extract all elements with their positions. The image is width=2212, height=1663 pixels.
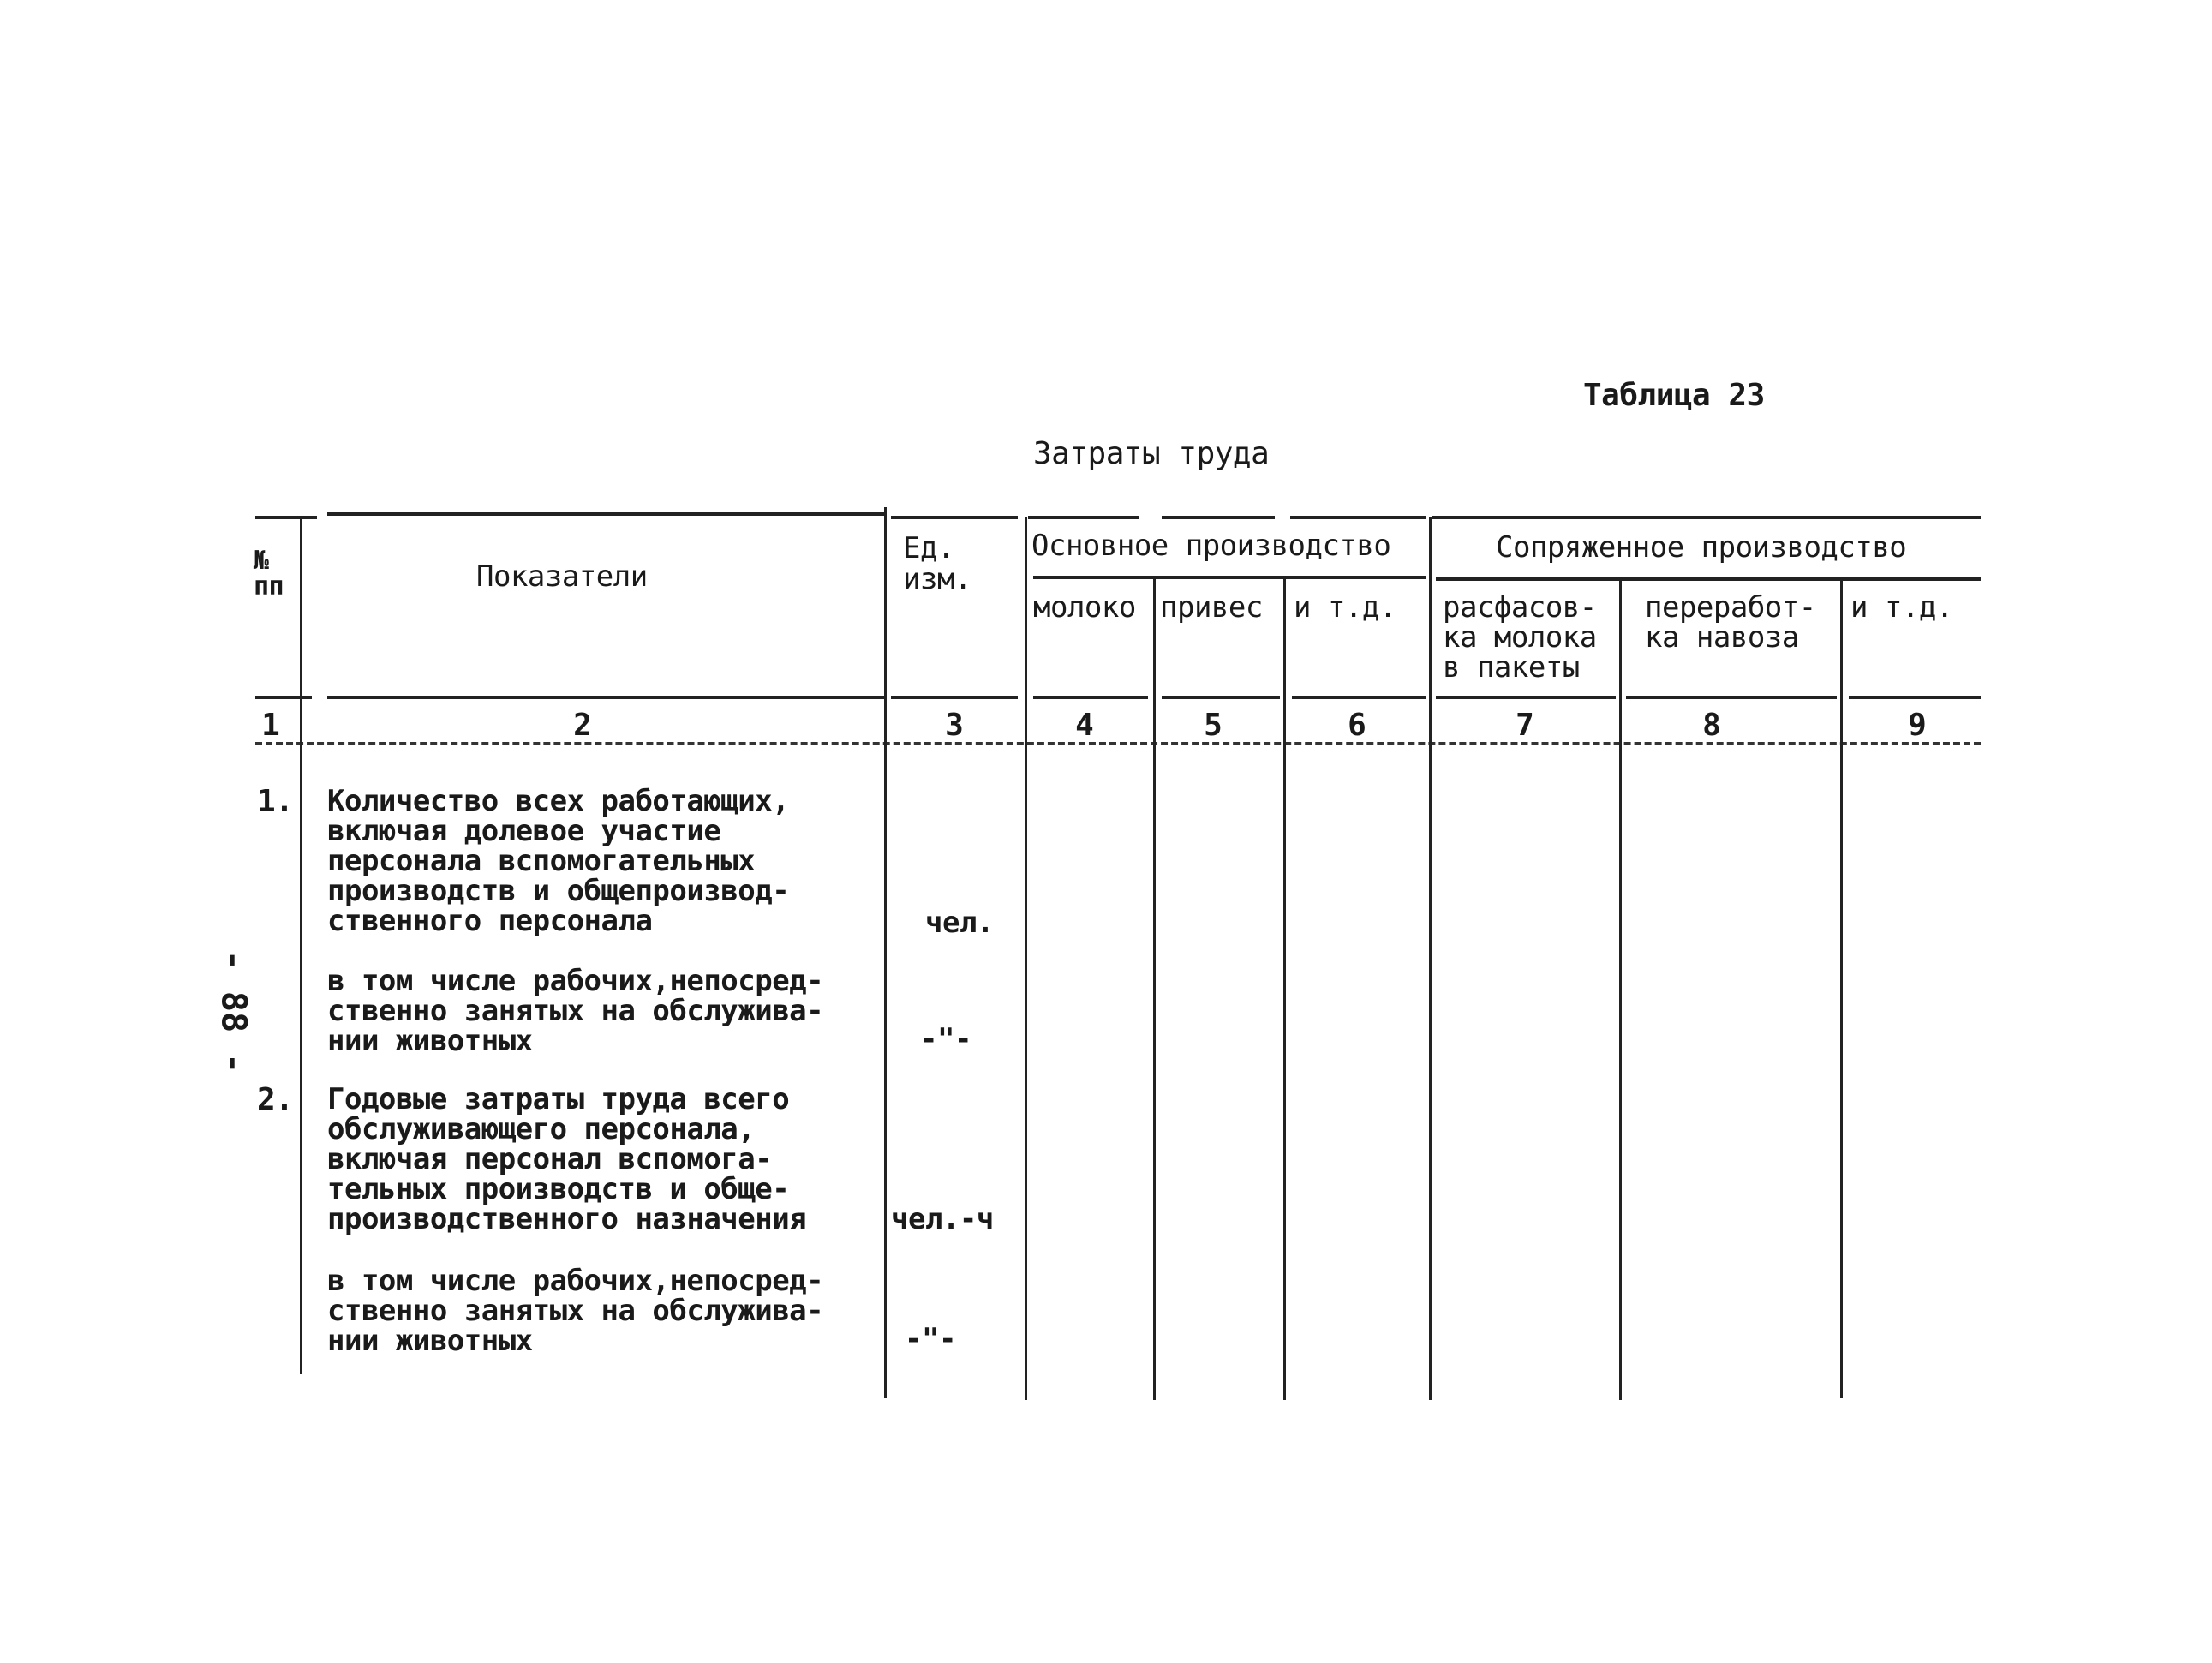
header-unit: Ед. изм. xyxy=(903,531,971,596)
vline-3 xyxy=(1025,517,1027,1400)
vline-8 xyxy=(1840,577,1843,1398)
rule-top-5 xyxy=(1162,516,1275,519)
row-1-unit: чел. xyxy=(925,906,994,940)
colnum-6: 6 xyxy=(1348,708,1366,743)
rule-top-3 xyxy=(891,516,1018,519)
colnum-4: 4 xyxy=(1075,708,1094,743)
header-manure-processing: переработ- ка навоза xyxy=(1645,590,1816,655)
colnum-5: 5 xyxy=(1204,708,1223,743)
rule-colnum-6 xyxy=(1292,696,1426,699)
row-2-unit: чел.-ч xyxy=(891,1202,994,1236)
colnum-8: 8 xyxy=(1702,708,1721,743)
vline-1 xyxy=(300,517,302,1374)
header-etc-related: и т.д. xyxy=(1850,590,1953,625)
rule-colnum-4 xyxy=(1033,696,1148,699)
header-related-production: Сопряженное производство xyxy=(1496,530,1907,565)
colnum-2: 2 xyxy=(573,708,592,743)
rule-colnum-1 xyxy=(255,696,312,699)
header-milk: молоко xyxy=(1033,590,1136,625)
colnum-9: 9 xyxy=(1908,708,1927,743)
colnum-1: 1 xyxy=(261,708,280,743)
vline-5 xyxy=(1283,576,1286,1400)
rule-colnum-2 xyxy=(327,696,884,699)
rule-colnum-8 xyxy=(1626,696,1837,699)
vline-7 xyxy=(1619,577,1622,1400)
vline-2 xyxy=(884,507,887,1398)
table-title: Затраты труда xyxy=(1033,436,1270,471)
row-2a-unit: -"- xyxy=(905,1322,956,1356)
header-gain: привес xyxy=(1160,590,1263,625)
rule-top-7 xyxy=(1432,516,1981,519)
rule-sub-related xyxy=(1436,577,1981,581)
page-marker: - 88 - xyxy=(213,949,254,1074)
row-1a-indicator: в том числе рабочих,непосред- ственно занятых на обслужива- нии животных xyxy=(327,964,824,1058)
header-etc-main: и т.д. xyxy=(1294,590,1396,625)
table-label: Таблица 23 xyxy=(1583,378,1765,413)
header-milk-packing: расфасов- ка молока в пакеты xyxy=(1443,590,1597,685)
row-1-indicator: Количество всех работающих, включая долевое участие персонала вспомогательных производств и общепроизвод- ственного персонала xyxy=(327,784,790,938)
rule-colnum-3 xyxy=(891,696,1018,699)
header-main-production: Основное производство xyxy=(1031,529,1391,563)
row-1-number: 1. xyxy=(257,784,294,819)
rule-colnum-9 xyxy=(1849,696,1981,699)
vline-6 xyxy=(1429,517,1432,1400)
rule-colnum-5 xyxy=(1162,696,1280,699)
rule-top-4 xyxy=(1028,516,1139,519)
rule-top-2 xyxy=(327,512,884,516)
rule-colnum-7 xyxy=(1436,696,1616,699)
colnum-7: 7 xyxy=(1516,708,1534,743)
row-2-number: 2. xyxy=(257,1082,294,1117)
header-number: № пп xyxy=(254,546,284,601)
rule-top-1 xyxy=(255,516,317,519)
rule-sub-main xyxy=(1033,576,1426,579)
row-2-indicator: Годовые затраты труда всего обслуживающего персонала, включая персонал вспомога- тельных производств и обще- производственного назначения xyxy=(327,1082,807,1236)
colnum-3: 3 xyxy=(945,708,964,743)
rule-top-6 xyxy=(1290,516,1426,519)
row-1a-unit: -"- xyxy=(920,1022,971,1056)
row-2a-indicator: в том числе рабочих,непосред- ственно занятых на обслужива- нии животных xyxy=(327,1264,824,1358)
header-indicators: Показатели xyxy=(476,559,648,594)
vline-4 xyxy=(1153,576,1156,1400)
